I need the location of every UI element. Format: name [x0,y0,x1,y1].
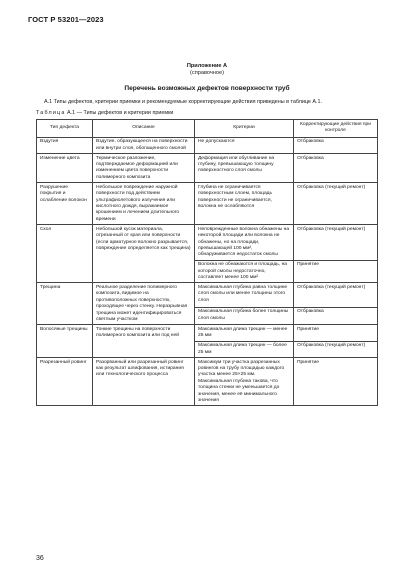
cell-action: Отбраковка (текущий ремонт) [294,225,378,261]
table-caption-label: Таблица [36,110,66,116]
table-row [37,137,378,153]
table-row [37,325,378,341]
header-criteria: Критерии [195,120,294,138]
header-desc: Описание [93,120,195,138]
cell-action: Отбраковка (текущий ремонт) [294,341,378,357]
cell-action: Отбраковка [294,307,378,325]
cell-action: Принятие [294,325,378,341]
table-row [37,283,378,307]
cell-action: Принятие [294,358,378,406]
cell-type: Разрушение покрытия и ослабление волокон [37,183,93,225]
cell-action: Отбраковка [294,137,378,153]
table-row [37,358,378,406]
cell-type: Вздутия [37,137,93,153]
cell-criteria: Максимум три участка разрезанных ровингов на трубу площадью каждого участка менее 25×25 мм. Максимальная глубина такова, что толщина стенки не уменьшается до значения, менее её минимального значения [195,358,294,406]
header-type: Тип дефекта [37,120,93,138]
table-caption-text: А.1 — Типы дефектов и критерии приемки [65,110,174,116]
cell-criteria: Максимальная длина трещин — менее 25 мм [195,325,294,341]
cell-criteria: Глубина не ограничивается поверхностным слоем, площадь поверхности не ограничивается, волокна не ослабляются [195,183,294,225]
cell-criteria: Максимальная длина трещин — более 25 мм [195,341,294,357]
table-caption [36,110,173,116]
appendix-title: Приложение А [186,63,228,69]
cell-type: Волосяные трещины [37,325,93,358]
cell-action: Отбраковка [294,154,378,183]
cell-desc: Тонкие трещины на поверхности полимерного композита или под ней [93,325,195,358]
cell-type: Изменение цвета [37,154,93,183]
standard-id: ГОСТ Р 53201—2023 [28,15,104,24]
cell-type: Разрезанный ровинг [37,358,93,406]
intro-paragraph: А.1 Типы дефектов, критерии приемки и рекомендуемые корректирующие действия приведены в таблице А.1. [44,99,322,105]
defects-table [36,119,378,406]
table-row [37,225,378,261]
cell-criteria: Максимальная глубина равна толщине слоя смолы или менее толщины этого слоя [195,283,294,307]
cell-criteria: Не допускаются [195,137,294,153]
table-row [37,183,378,225]
cell-desc: Небольшое повреждение наружной поверхности под действием ультрафиолетового излучения или кислотного дождя, выражаемое крошением и лечением длительного времени [93,183,195,225]
cell-desc: Реальное разделение полимерного композита, видимое на противоположных поверхностях, проходящее через стенку. Неразрывная трещина может идентифицироваться светлым участком [93,283,195,325]
section-heading: Перечень возможных дефектов поверхности труб [124,85,290,92]
cell-action: Отбраковка (текущий ремонт) [294,283,378,307]
cell-desc: Разорванный или разрезанный ровинг как результат шлифования, истирания или технологического процесса [93,358,195,406]
appendix-subtitle: (справочное) [190,70,224,76]
cell-desc: Вздутие, образующееся на поверхности или внутри слоя, обогащенного смолой [93,137,195,153]
cell-desc: Небольшой кусок материала, отрезанный от края или поверхности (если арматурное волокно разрывается, повреждение определяется как трещина) [93,225,195,283]
cell-criteria: Деформация или обугливание на глубину, превышающую толщину поверхностного слоя смолы [195,154,294,183]
cell-type: Трещина [37,283,93,325]
cell-type: Скол [37,225,93,283]
cell-criteria: Максимальная глубина более толщины слоя смолы [195,307,294,325]
cell-desc: Термическое разложение, подтверждаемое деформацией или изменением цвета поверхности полимерного композита [93,154,195,183]
table-header-row [37,120,378,138]
cell-action: Принятие [294,260,378,283]
page-number: 36 [36,555,44,562]
cell-criteria: Неповрежденные волокна обнажены на некоторой площади или волокна не обнажены, но на площади, превышающей 100 мм², обнаруживается недостаток смолы [195,225,294,261]
header-action: Корректирующие действия при контроле [294,120,378,138]
cell-criteria: Волокна не обнажаются и площадь, на которой смолы недостаточно, составляет менее 100 мм² [195,260,294,283]
cell-action: Отбраковка (текущий ремонт) [294,183,378,225]
table-row [37,154,378,183]
